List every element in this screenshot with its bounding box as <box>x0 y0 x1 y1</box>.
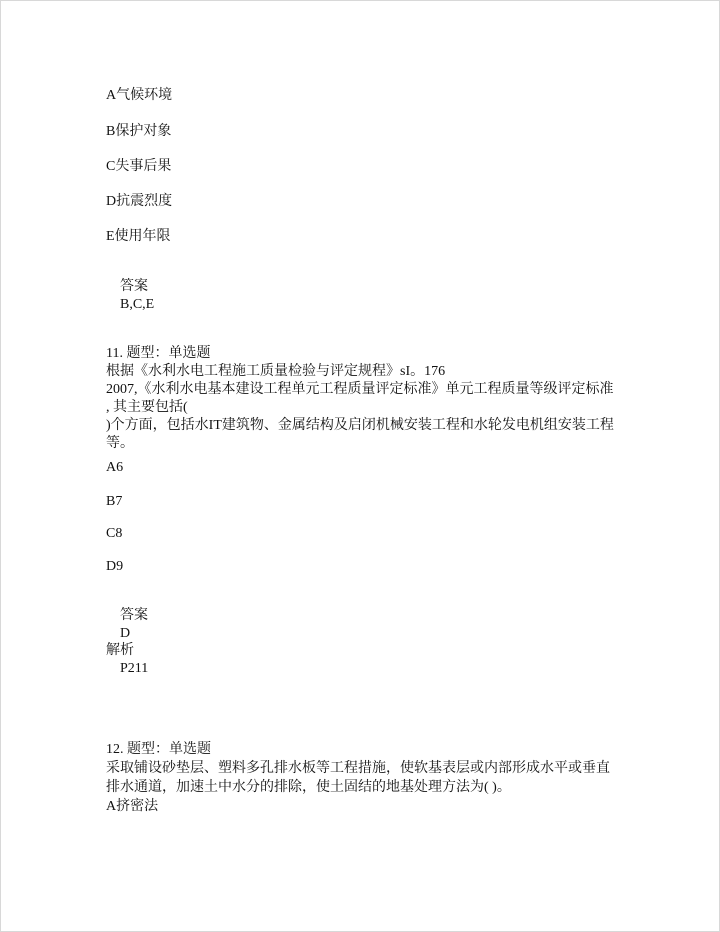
option-c: C8 <box>106 526 123 541</box>
question-stem-line: 根据《水利水电工程施工质量检验与评定规程》sI。176 <box>106 364 446 379</box>
option-e: E使用年限 <box>106 229 171 244</box>
question-stem-line: 2007,《水利水电基本建设工程单元工程质量评定标准》单元工程质量等级评定标准 <box>106 382 614 397</box>
answer-label: 答案 <box>120 608 148 623</box>
option-d: D抗震烈度 <box>106 194 173 209</box>
answer-value: B,C,E <box>120 297 155 312</box>
analysis-label: 解析 <box>106 643 134 658</box>
option-a: A挤密法 <box>106 799 159 814</box>
question-stem-line: 采取铺设砂垫层、塑料多孔排水板等工程措施，使软基表层或内部形成水平或垂直 <box>106 761 610 776</box>
analysis-value: P211 <box>120 661 149 676</box>
answer-value: D <box>120 626 131 641</box>
option-a: A气候环境 <box>106 88 173 103</box>
question-header: 11. 题型：单选题 <box>106 346 211 361</box>
answer-label: 答案 <box>120 279 148 294</box>
option-d: D9 <box>106 559 124 574</box>
question-header: 12. 题型：单选题 <box>106 742 211 757</box>
option-b: B7 <box>106 494 123 509</box>
question-stem-line: , 其主要包括( <box>106 400 188 415</box>
option-b: B保护对象 <box>106 124 172 139</box>
option-c: C失事后果 <box>106 159 172 174</box>
question-stem-line: 等。 <box>106 436 134 451</box>
option-a: A6 <box>106 460 124 475</box>
question-stem-line: )个方面，包括水IT建筑物、金属结构及启闭机械安装工程和水轮发电机组安装工程 <box>106 418 614 433</box>
question-stem-line: 排水通道，加速土中水分的排除，使土固结的地基处理方法为( )。 <box>106 780 511 795</box>
